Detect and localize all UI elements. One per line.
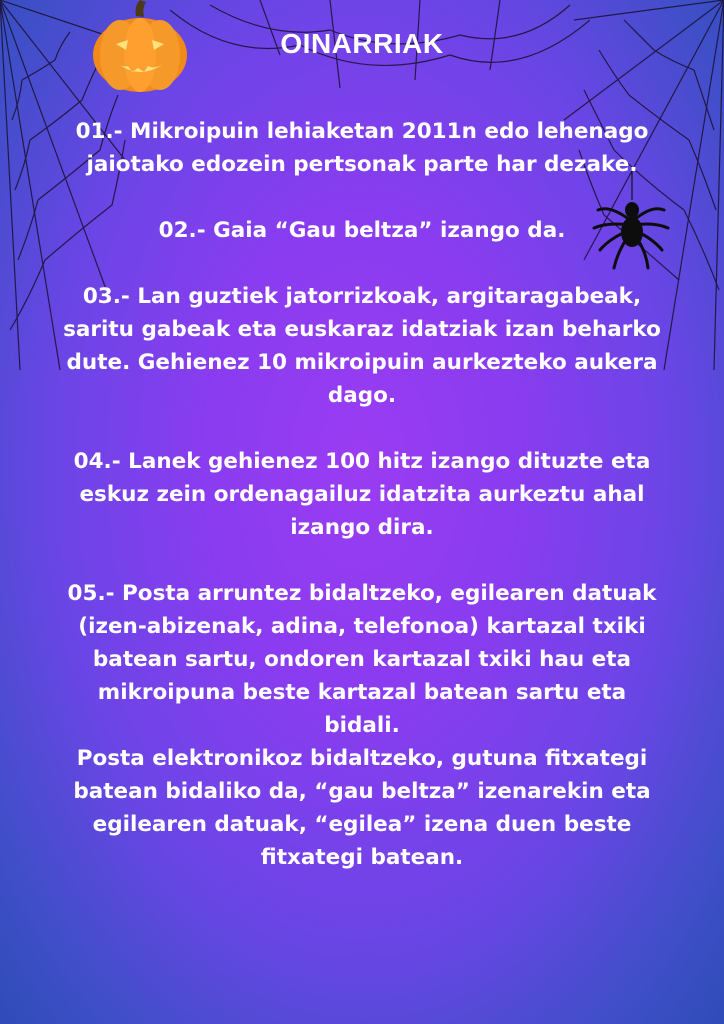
rule-line: 04.- Lanek gehienez 100 hitz izango dituzte eta (73, 449, 651, 474)
rule-line: dute. Gehienez 10 mikroipuin aurkezteko aukera (66, 350, 658, 375)
rule-05 (62, 577, 662, 874)
rule-line: 01.- Mikroipuin lehiaketan 2011n edo lehenago (75, 119, 649, 144)
page-title: OINARRIAK (280, 28, 444, 59)
rule-line: izango dira. (290, 515, 434, 540)
rule-line: bidali. (324, 713, 400, 738)
rule-line: 05.- Posta arruntez bidaltzeko, egilearen datuak (67, 581, 657, 606)
rule-04 (62, 445, 662, 544)
rule-line: egilearen datuak, “egilea” izena duen beste (92, 812, 632, 837)
rule-line: mikroipuna beste kartazal batean sartu eta (97, 680, 627, 705)
rule-line: saritu gabeak eta euskaraz idatziak izan beharko (63, 317, 661, 342)
rule-line: 03.- Lan guztiek jatorrizkoak, argitaragabeak, (82, 284, 642, 309)
rule-01 (62, 115, 662, 181)
rule-line: fitxategi batean. (260, 845, 464, 870)
rule-line: eskuz zein ordenagailuz idatzita aurkeztu ahal (79, 482, 645, 507)
rule-line: (izen-abizenak, adina, telefonoa) kartazal txiki (78, 614, 646, 639)
rule-line: dago. (327, 383, 397, 408)
rules-list (62, 115, 662, 907)
rule-line: Posta elektronikoz bidaltzeko, gutuna fitxategi (76, 746, 648, 771)
rule-02 (62, 214, 662, 247)
rule-03 (62, 280, 662, 412)
rule-line: 02.- Gaia “Gau beltza” izango da. (158, 218, 566, 243)
rule-line: batean sartu, ondoren kartazal txiki hau eta (92, 647, 632, 672)
rule-line: jaiotako edozein pertsonak parte har dezake. (86, 152, 638, 177)
rule-line: batean bidaliko da, “gau beltza” izenarekin eta (73, 779, 651, 804)
